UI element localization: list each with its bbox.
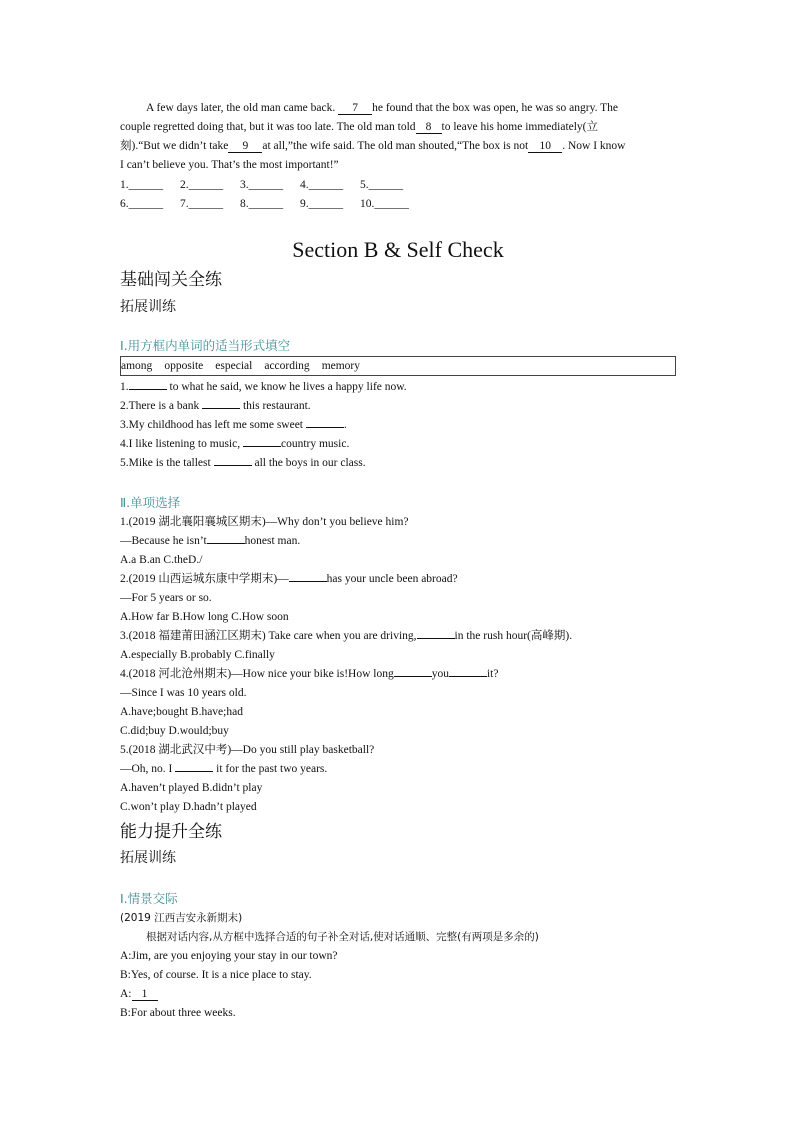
- part1-title: Ⅰ.用方框内单词的适当形式填空: [120, 338, 291, 353]
- q3-stem: 3.(2018 福建莆田涵江区期末) Take care when you are driving, in the rush hour(高峰期).: [120, 630, 573, 642]
- q2-options: A.How far B.How long C.How soon: [120, 611, 289, 623]
- part1-item-5: 5.Mike is the tallest all the boys in our class.: [120, 457, 366, 469]
- word-especial: especial: [215, 360, 253, 372]
- q3-options: A.especially B.probably C.finally: [120, 649, 275, 661]
- answer-blank: [207, 543, 245, 544]
- answer-blank: [289, 581, 327, 582]
- part3-source: (2019 江西吉安永新期末): [120, 912, 243, 924]
- dialog-line-1: A:Jim, are you enjoying your stay in our town?: [120, 950, 338, 962]
- passage-line-1: A few days later, the old man came back. 7 he found that the box was open, he was so angry. The: [146, 102, 619, 114]
- word-opposite: opposite: [164, 360, 204, 372]
- answer-blank: [449, 676, 487, 677]
- q4-options-2: C.did;buy D.would;buy: [120, 725, 229, 737]
- dialog-line-2: B:Yes, of course. It is a nice place to stay.: [120, 969, 312, 981]
- word-memory: memory: [321, 360, 361, 372]
- q1-answer-line: —Because he isn’t honest man.: [120, 535, 301, 547]
- dialog-line-4: B:For about three weeks.: [120, 1007, 236, 1019]
- passage-line-4: I can’t believe you. That’s the most important!”: [120, 159, 339, 171]
- answer-row-1: 1.______ 2.______ 3.______ 4.______ 5.______: [120, 179, 404, 191]
- basic-subheading: 拓展训练: [120, 299, 176, 315]
- part1-item-1: 1. to what he said, we know he lives a happy life now.: [120, 381, 407, 393]
- answer-blank: [417, 638, 455, 639]
- passage-line-2: couple regretted doing that, but it was too late. The old man told 8 to leave his home immediately(立: [120, 121, 599, 133]
- part1-item-3: 3.My childhood has left me some sweet .: [120, 419, 347, 431]
- q2-reply: —For 5 years or so.: [120, 592, 212, 604]
- basic-heading: 基础闯关全练: [120, 270, 222, 290]
- part3-instruction: 根据对话内容,从方框中选择合适的句子补全对话,使对话通顺、完整(有两项是多余的): [146, 931, 539, 943]
- blank-7: 7: [338, 102, 372, 115]
- answer-blank: [243, 446, 281, 447]
- word-among: among: [121, 360, 153, 372]
- answer-blank: [394, 676, 432, 677]
- advanced-heading: 能力提升全练: [120, 822, 222, 842]
- q5-options-2: C.won’t play D.hadn’t played: [120, 801, 257, 813]
- answer-blank: [175, 771, 213, 772]
- part3-title: Ⅰ.情景交际: [120, 891, 178, 906]
- answer-blank: [202, 408, 240, 409]
- word-box: [120, 356, 676, 376]
- q2-stem: 2.(2019 山西运城东康中学期末)— has your uncle been abroad?: [120, 573, 458, 585]
- q5-stem: 5.(2018 湖北武汉中考)—Do you still play basketball?: [120, 744, 375, 756]
- q1-options: A.a B.an C.theD./: [120, 554, 203, 566]
- part1-item-2: 2.There is a bank this restaurant.: [120, 400, 311, 412]
- word-according: according: [264, 360, 310, 372]
- q5-reply: —Oh, no. I it for the past two years.: [120, 763, 328, 775]
- q4-reply: —Since I was 10 years old.: [120, 687, 247, 699]
- answer-blank: [214, 465, 252, 466]
- part1-item-4: 4.I like listening to music, country music.: [120, 438, 350, 450]
- section-title: Section B & Self Check: [292, 237, 504, 262]
- q4-stem: 4.(2018 河北沧州期末)—How nice your bike is!How long you it?: [120, 668, 499, 680]
- passage-line-3: 刻).“But we didn’t take 9 at all,”the wife said. The old man shouted,“The box is not 10 . Now I know: [120, 140, 626, 152]
- dialog-line-3: A: 1: [120, 987, 158, 1001]
- advanced-subheading: 拓展训练: [120, 850, 176, 866]
- q5-options-1: A.haven’t played B.didn’t play: [120, 782, 263, 794]
- dialog-blank-1: 1: [132, 988, 158, 1001]
- blank-9: 9: [228, 140, 262, 153]
- blank-8: 8: [416, 121, 442, 134]
- q1-stem: 1.(2019 湖北襄阳襄城区期末)—Why don’t you believe him?: [120, 516, 409, 528]
- blank-10: 10: [528, 140, 562, 153]
- part2-title: Ⅱ.单项选择: [120, 495, 181, 510]
- q4-options-1: A.have;bought B.have;had: [120, 706, 243, 718]
- answer-blank: [306, 427, 344, 428]
- answer-blank: [129, 389, 167, 390]
- answer-row-2: 6.______ 7.______ 8.______ 9.______ 10.______: [120, 198, 409, 210]
